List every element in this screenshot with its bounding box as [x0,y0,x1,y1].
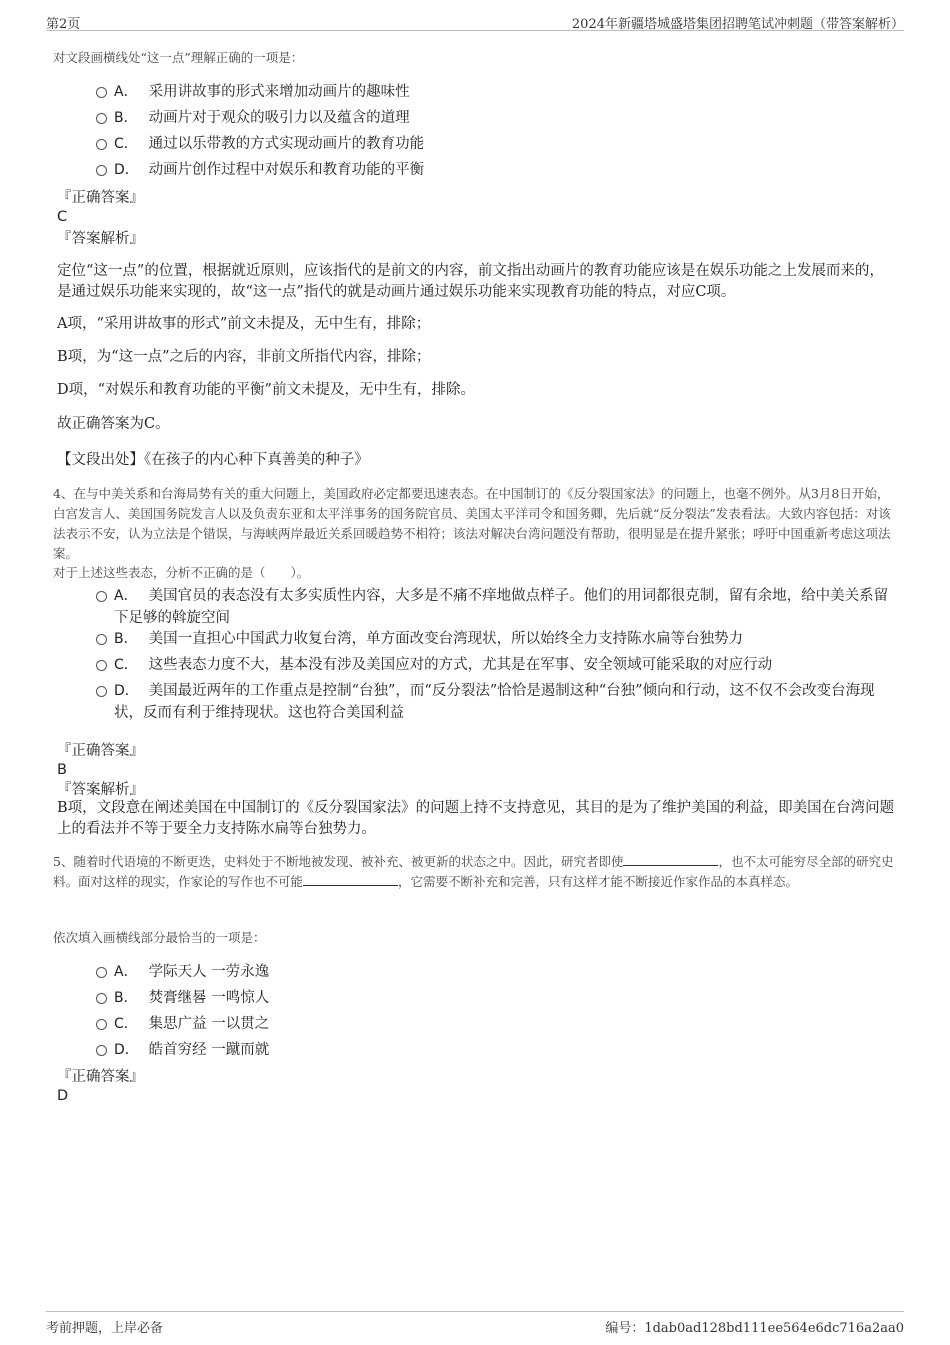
q4-stem: 4、在与中美关系和台海局势有关的重大问题上，美国政府必定都要迅速表态。在中国制订的《反分裂国家法》的问题上，也毫不例外。从3月8日开始，白宫发言人、美国国务院发言人以及负责东亚和太平洋事务的国务院官员、美国太平洋司令和国务卿，先后就“反分裂法”发表看法。大致内容包括：对该法表示不安，认为立法是个错误，与海峡两岸最近关系回暖趋势不相符；该法对解决台湾问题没有帮助，很明显是在提升紧张；呼吁中国重新考虑这项法案。 [53,486,891,561]
option-key: B． [114,631,138,647]
q4-option-a[interactable] [96,585,896,629]
radio-icon[interactable] [96,591,107,602]
q3-option-d[interactable] [96,159,896,181]
q5-prompt: 依次填入画横线部分最恰当的一项是： [53,930,266,945]
page-footer [46,1311,904,1342]
q3-option-b[interactable] [96,107,896,129]
option-key: A． [114,84,138,100]
q3-analysis-1: 定位“这一点”的位置，根据就近原则，应该指代的是前文的内容，前文指出动画片的教育功能应该是在娱乐功能之上发展而来的，是通过娱乐功能来实现的，故“这一点”指代的就是动画片通过娱乐功能来实现教育功能的特点，对应C项。 [57,263,884,300]
q4-analysis-label: 『答案解析』 [57,782,144,798]
option-key: B． [114,990,138,1006]
q5-stem-part-2: ，也不太可能穷尽全部的研究史料。面对这样的现实，作家论的写作也不可能 [53,854,894,889]
radio-icon[interactable] [96,686,107,697]
option-key: A． [114,964,138,980]
option-text: 动画片创作过程中对娱乐和教育功能的平衡 [148,162,425,178]
q5-answer: D [57,1088,69,1104]
radio-icon[interactable] [96,1045,107,1056]
option-text: 学际天人 一劳永逸 [148,964,270,980]
radio-icon[interactable] [96,139,107,150]
page-header [46,0,904,31]
option-text: 采用讲故事的形式来增加动画片的趣味性 [148,84,410,100]
option-text: 动画片对于观众的吸引力以及蕴含的道理 [148,110,410,126]
option-key: A． [114,588,138,604]
q5-option-a[interactable] [96,961,896,983]
q3-prompt: 对文段画横线处“这一点”理解正确的一项是： [53,50,304,65]
q4-answer: B [57,762,67,778]
q4-answer-label: 『正确答案』 [57,743,144,759]
document-title: 2024年新疆塔城盛塔集团招聘笔试冲刺题（带答案解析） [571,17,904,32]
q3-analysis-4: D项，“对娱乐和教育功能的平衡”前文未提及，无中生有，排除。 [57,382,475,398]
document-id: 编号：1dab0ad128bd111ee564e6dc716a2aa0 [605,1321,904,1336]
option-text: 皓首穷经 一蹴而就 [148,1042,270,1058]
option-text: 集思广益 一以贯之 [148,1016,270,1032]
option-key: C． [114,657,138,673]
q4-prompt: 对于上述这些表态，分析不正确的是（ ）。 [53,565,310,580]
option-key: D． [114,683,139,699]
radio-icon[interactable] [96,660,107,671]
q4-option-b[interactable] [96,628,896,650]
q5-option-c[interactable] [96,1013,896,1035]
radio-icon[interactable] [96,113,107,124]
q3-option-a[interactable] [96,81,896,103]
option-key: D． [114,162,139,178]
radio-icon[interactable] [96,993,107,1004]
q3-analysis-5: 故正确答案为C。 [57,416,170,432]
option-text: 美国官员的表态没有太多实质性内容，大多是不痛不痒地做点样子。他们的用词都很克制，留有余地，给中美关系留下足够的斡旋空间 [114,588,889,626]
q4-option-d[interactable] [96,680,896,724]
fill-blank-2 [303,873,398,886]
option-key: C． [114,1016,138,1032]
q3-analysis-label: 『答案解析』 [57,231,144,247]
q3-answer: C [57,209,68,225]
q3-source: 【文段出处】《在孩子的内心种下真善美的种子》 [57,452,369,468]
q4-option-c[interactable] [96,654,896,676]
option-text: 这些表态力度不大，基本没有涉及美国应对的方式，尤其是在军事、安全领域可能采取的对应行动 [148,657,773,673]
footer-slogan: 考前押题，上岸必备 [46,1321,164,1336]
q5-option-b[interactable] [96,987,896,1009]
q3-analysis-3: B项，为“这一点”之后的内容，非前文所指代内容，排除； [57,349,431,365]
radio-icon[interactable] [96,1019,107,1030]
q3-answer-label: 『正确答案』 [57,190,144,206]
q4-analysis: B项，文段意在阐述美国在中国制订的《反分裂国家法》的问题上持不支持意见，其目的是为了维护美国的利益，即美国在台湾问题上的看法并不等于要全力支持陈水扁等台独势力。 [57,800,895,837]
q5-stem-part-1: 5、随着时代语境的不断更迭，史料处于不断地被发现、被补充、被更新的状态之中。因此，研究者即使 [53,854,624,869]
radio-icon[interactable] [96,634,107,645]
option-key: D． [114,1042,139,1058]
option-text: 通过以乐带教的方式实现动画片的教育功能 [148,136,425,152]
q5-option-d[interactable] [96,1039,896,1061]
q3-option-c[interactable] [96,133,896,155]
option-text: 焚膏继晷 一鸣惊人 [148,990,270,1006]
option-text: 美国一直担心中国武力收复台湾，单方面改变台湾现状，所以始终全力支持陈水扁等台独势力 [148,631,744,647]
q3-analysis-2: A项，“采用讲故事的形式”前文未提及，无中生有，排除； [57,316,431,332]
option-key: B． [114,110,138,126]
radio-icon[interactable] [96,165,107,176]
option-key: C． [114,136,138,152]
page-number: 第2页 [46,17,81,32]
radio-icon[interactable] [96,967,107,978]
q5-stem-part-3: ，它需要不断补充和完善，只有这样才能不断接近作家作品的本真样态。 [398,874,799,889]
option-text: 美国最近两年的工作重点是控制“台独”，而“反分裂法”恰恰是遏制这种“台独”倾向和行动，这不仅不会改变台海现状，反而有利于维持现状。这也符合美国利益 [114,683,875,721]
radio-icon[interactable] [96,87,107,98]
q5-answer-label: 『正确答案』 [57,1069,144,1085]
fill-blank-1 [623,853,718,866]
q5-stem [53,852,901,892]
